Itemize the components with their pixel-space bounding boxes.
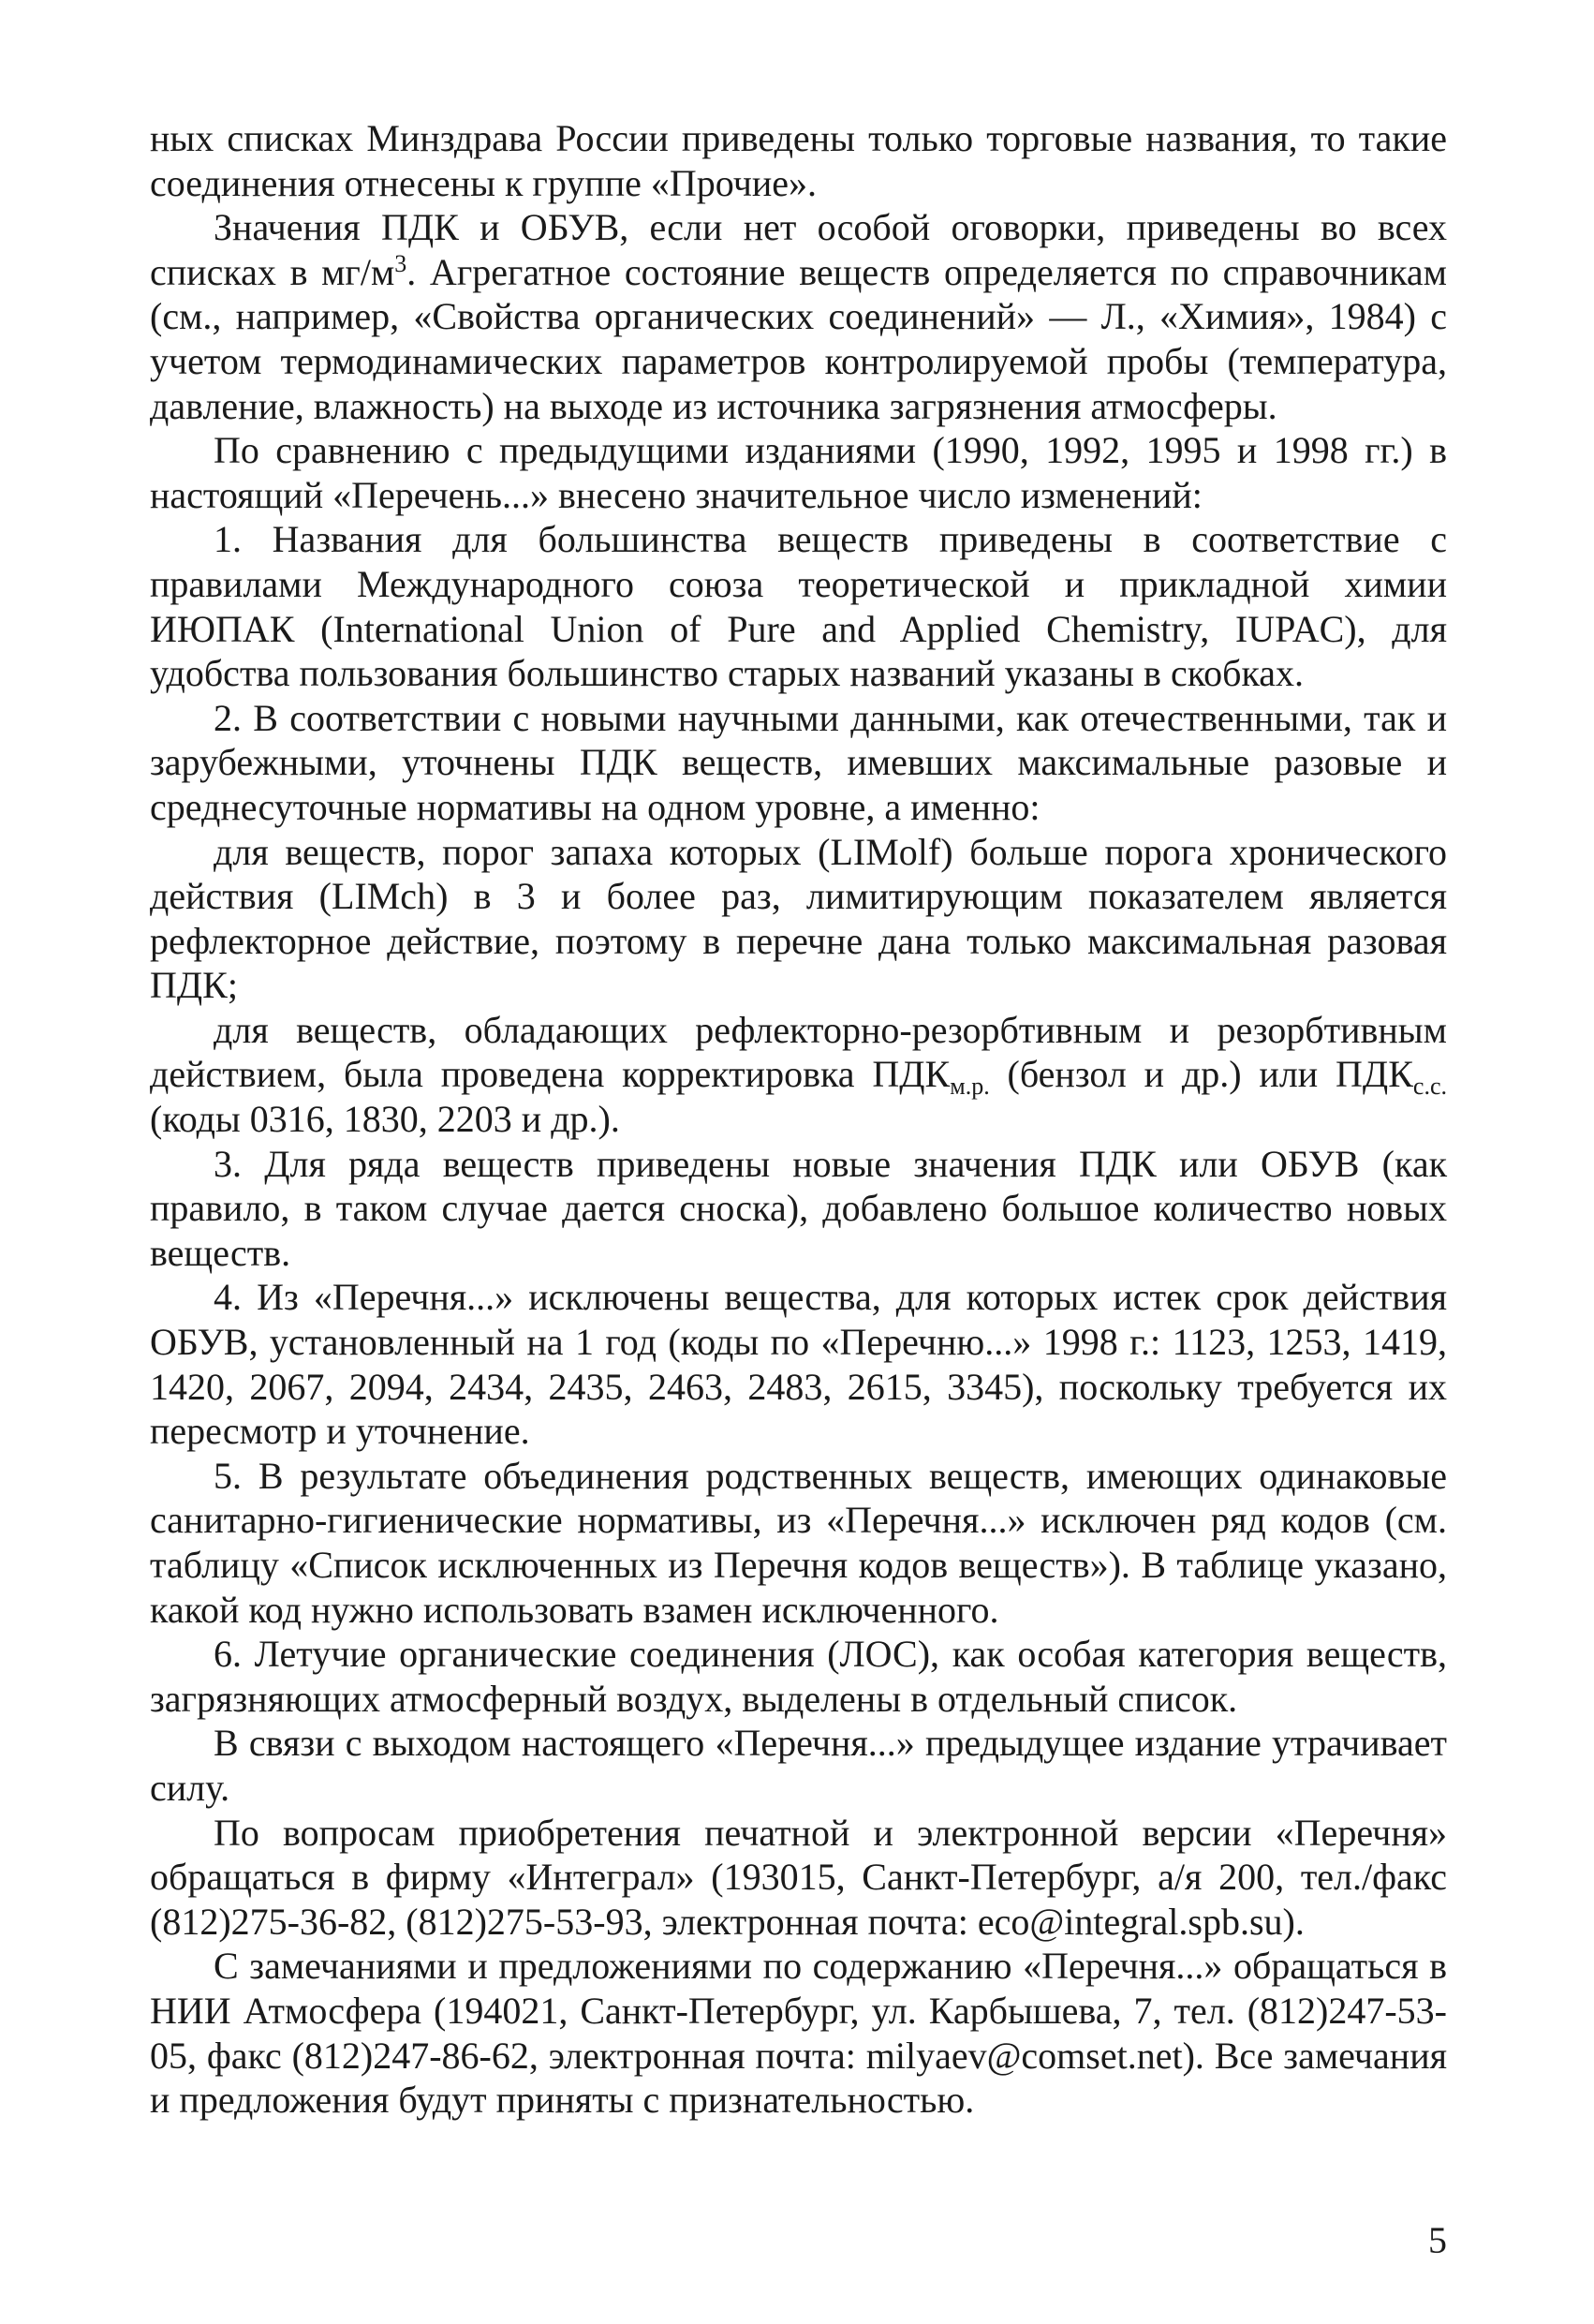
list-item-2-sub-a: для веществ, порог запаха которых (LIMolf) больше порога хронического действия (LIMch) в 3 и более раз, лимитирующим показателем является рефлекторное действие, поэтому в перечне дана только максимальная разовая ПДК; <box>150 830 1447 1007</box>
list-item-4: 4. Из «Перечня...» исключены вещества, для которых истек срок действия ОБУВ, установленный на 1 год (коды по «Перечню...» 1998 г.: 1123, 1253, 1419, 1420, 2067, 2094, 2434, 2435, 2463, 2483, 2615, 3345), поскольку требуется их пересмотр и уточнение. <box>150 1276 1447 1453</box>
list-item-6: 6. Летучие органические соединения (ЛОС), как особая категория веществ, загрязняющих атмосферный воздух, выделены в отдельный список. <box>150 1633 1447 1720</box>
superscript: 3 <box>394 249 407 277</box>
page-number: 5 <box>1428 2219 1447 2261</box>
list-item-3: 3. Для ряда веществ приведены новые значения ПДК или ОБУВ (как правило, в таком случае дается сноска), добавлено большое количество новых веществ. <box>150 1142 1447 1274</box>
paragraph-continuation: ных списках Минздрава России приведены только торговые названия, то такие соединения отнесены к группе «Прочие». <box>150 117 1447 204</box>
paragraph-supersedes: В связи с выходом настоящего «Перечня...» предыдущее издание утрачивает силу. <box>150 1722 1447 1809</box>
paragraph-changes-intro: По сравнению с предыдущими изданиями (1990, 1992, 1995 и 1998 гг.) в настоящий «Перечень...» внесено значительное число изменений: <box>150 429 1447 516</box>
paragraph-feedback-contact: С замечаниями и предложениями по содержанию «Перечня...» обращаться в НИИ Атмосфера (194021, Санкт-Петербург, ул. Карбышева, 7, тел. (812)247-53-05, факс (812)247-86-62, электронная почта: milyaev@comset.net). Все замечания и предложения будут приняты с признательностью. <box>150 1945 1447 2122</box>
list-item-2-sub-b: для веществ, обладающих рефлекторно-резорбтивным и резорбтивным действием, была проведена корректировка $ПДК_{м.р.}$ (бензол и др.) или $ПДК_{с.с.}$ (коды 0316, 1830, 2203 и др.). <box>150 1008 1447 1141</box>
subscript: с.с. <box>1412 1073 1447 1101</box>
paragraph-units: Значения ПДК и ОБУВ, если нет особой оговорки, приведены во всех списках в $мг/м^3$. Агрегатное состояние веществ определяется по справочникам (см., например, «Свойства органических соединений» — Л., «Химия», 1984) с учетом термодинамических параметров контролируемой пробы (температура, давление, влажность) на выходе из источника загрязнения атмосферы. <box>150 206 1447 427</box>
list-item-1: 1. Названия для большинства веществ приведены в соответствие с правилами Международного союза теоретической и прикладной химии ИЮПАК (International Union of Pure and Applied Chemistry, IUPAC), для удобства пользования большинство старых названий указаны в скобках. <box>150 518 1447 695</box>
paragraph-purchase-contact: По вопросам приобретения печатной и электронной версии «Перечня» обращаться в фирму «Интеграл» (193015, Санкт-Петербург, а/я 200, тел./факс (812)275-36-82, (812)275-53-93, электронная почта: eco@integral.spb.su). <box>150 1811 1447 1943</box>
subscript: м.р. <box>950 1073 990 1101</box>
document-body <box>150 116 1447 2123</box>
list-item-5: 5. В результате объединения родственных веществ, имеющих одинаковые санитарно-гигиенические нормативы, из «Перечня...» исключен ряд кодов (см. таблицу «Список исключенных из Перечня кодов веществ»). В таблице указано, какой код нужно использовать взамен исключенного. <box>150 1454 1447 1631</box>
list-item-2: 2. В соответствии с новыми научными данными, как отечественными, так и зарубежными, уточнены ПДК веществ, имевших максимальные разовые и среднесуточные нормативы на одном уровне, а именно: <box>150 696 1447 828</box>
